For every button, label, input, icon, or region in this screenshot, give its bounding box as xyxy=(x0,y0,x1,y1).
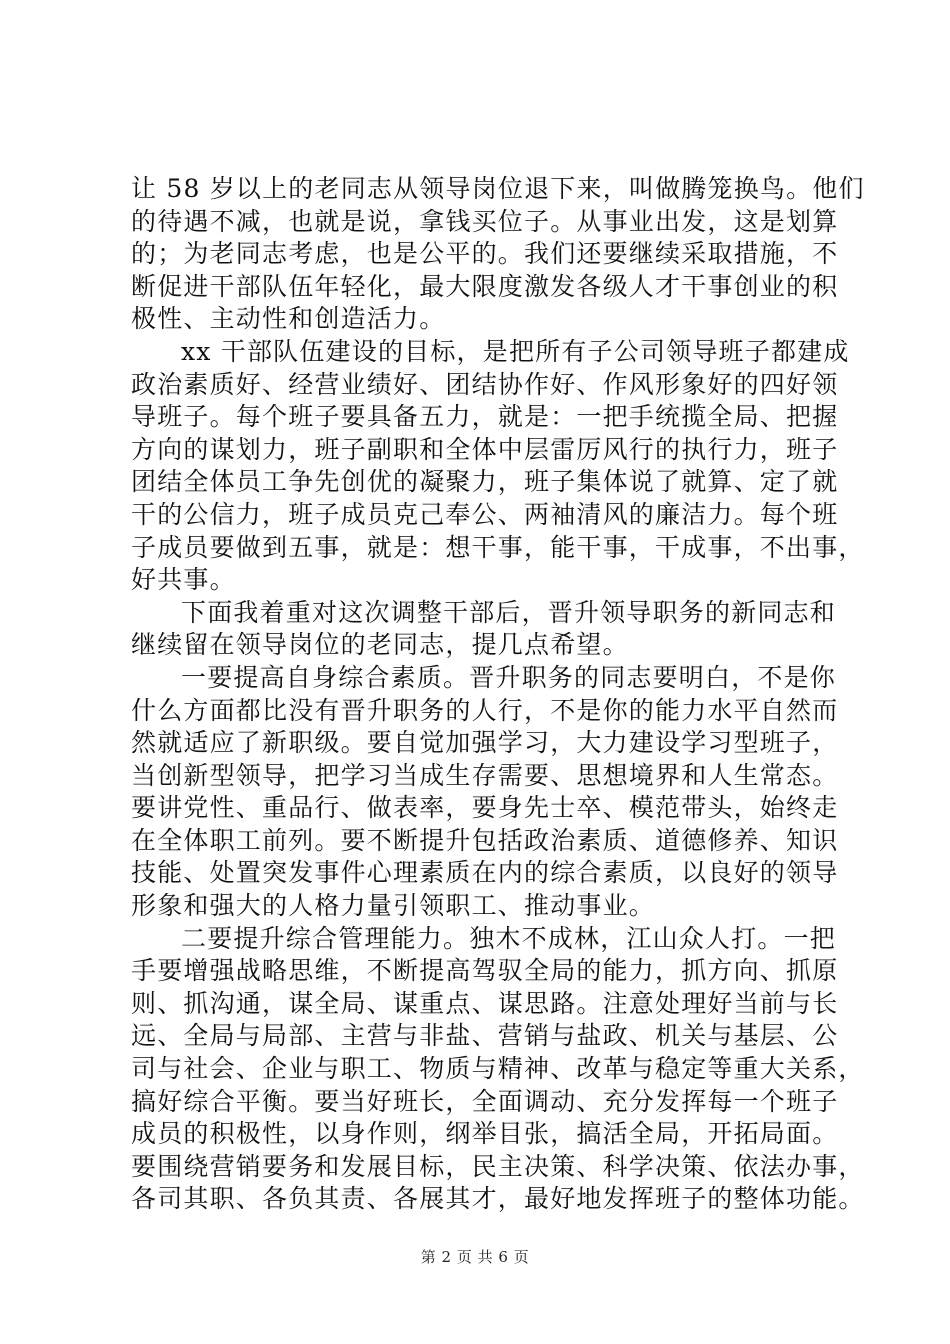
text-line: 形象和强大的人格力量引领职工、推动事业。 xyxy=(131,891,656,921)
text-line: 技能、处置突发事件心理素质在内的综合素质，以良好的领导 xyxy=(131,858,839,888)
text-line: 团结全体员工争先创优的凝聚力，班子集体说了就算、定了就 xyxy=(131,467,839,497)
page-footer: 第 2 页 共 6 页 xyxy=(420,1248,530,1266)
text-line: 在全体职工前列。要不断提升包括政治素质、道德修养、知识 xyxy=(131,825,839,855)
text-line: 远、全局与局部、主营与非盐、营销与盐政、机关与基层、公 xyxy=(131,1021,839,1051)
text-line: 好共事。 xyxy=(131,565,236,595)
text-line: 子成员要做到五事，就是：想干事，能干事，干成事，不出事， xyxy=(131,532,865,562)
text-line: 然就适应了新职级。要自觉加强学习，大力建设学习型班子， xyxy=(131,728,839,758)
text-line: 什么方面都比没有晋升职务的人行，不是你的能力水平自然而 xyxy=(131,695,839,725)
text-line: 的待遇不减，也就是说，拿钱买位子。从事业出发，这是划算 xyxy=(131,206,839,236)
text-line: 导班子。每个班子要具备五力，就是：一把手统揽全局、把握 xyxy=(131,402,839,432)
text-line: 成员的积极性，以身作则，纲举目张，搞活全局，开拓局面。 xyxy=(131,1119,839,1149)
text-line: 的；为老同志考虑，也是公平的。我们还要继续采取措施，不 xyxy=(131,239,839,269)
text-line: 则、抓沟通，谋全局、谋重点、谋思路。注意处理好当前与长 xyxy=(131,988,839,1018)
text-line: 手要增强战略思维，不断提高驾驭全局的能力，抓方向、抓原 xyxy=(131,956,839,986)
text-line: 断促进干部队伍年轻化，最大限度激发各级人才干事创业的积 xyxy=(131,271,839,301)
text-line: 当创新型领导，把学习当成生存需要、思想境界和人生常态。 xyxy=(131,760,839,790)
text-line: 要围绕营销要务和发展目标，民主决策、科学决策、依法办事， xyxy=(131,1151,865,1181)
text-line: 方向的谋划力，班子副职和全体中层雷厉风行的执行力，班子 xyxy=(131,434,839,464)
text-line: 二要提升综合管理能力。独木不成林，江山众人打。一把 xyxy=(181,923,837,953)
text-line: xx 干部队伍建设的目标，是把所有子公司领导班子都建成 xyxy=(181,336,850,366)
text-line: 干的公信力，班子成员克己奉公、两袖清风的廉洁力。每个班 xyxy=(131,499,839,529)
text-line: 继续留在领导岗位的老同志，提几点希望。 xyxy=(131,630,629,660)
document-body xyxy=(131,173,865,1216)
text-line: 极性、主动性和创造活力。 xyxy=(131,304,446,334)
text-line: 让 58 岁以上的老同志从领导岗位退下来，叫做腾笼换鸟。他们 xyxy=(131,174,865,203)
text-line: 各司其职、各负其责、各展其才，最好地发挥班子的整体功能。 xyxy=(131,1184,865,1214)
text-line: 一要提高自身综合素质。晋升职务的同志要明白，不是你 xyxy=(181,662,837,692)
text-line: 政治素质好、经营业绩好、团结协作好、作风形象好的四好领 xyxy=(131,369,839,399)
text-line: 司与社会、企业与职工、物质与精神、改革与稳定等重大关系， xyxy=(131,1054,865,1084)
text-line: 下面我着重对这次调整干部后，晋升领导职务的新同志和 xyxy=(181,597,837,627)
text-line: 要讲党性、重品行、做表率，要身先士卒、模范带头，始终走 xyxy=(131,793,839,823)
text-line: 搞好综合平衡。要当好班长，全面调动、充分发挥每一个班子 xyxy=(131,1086,839,1116)
